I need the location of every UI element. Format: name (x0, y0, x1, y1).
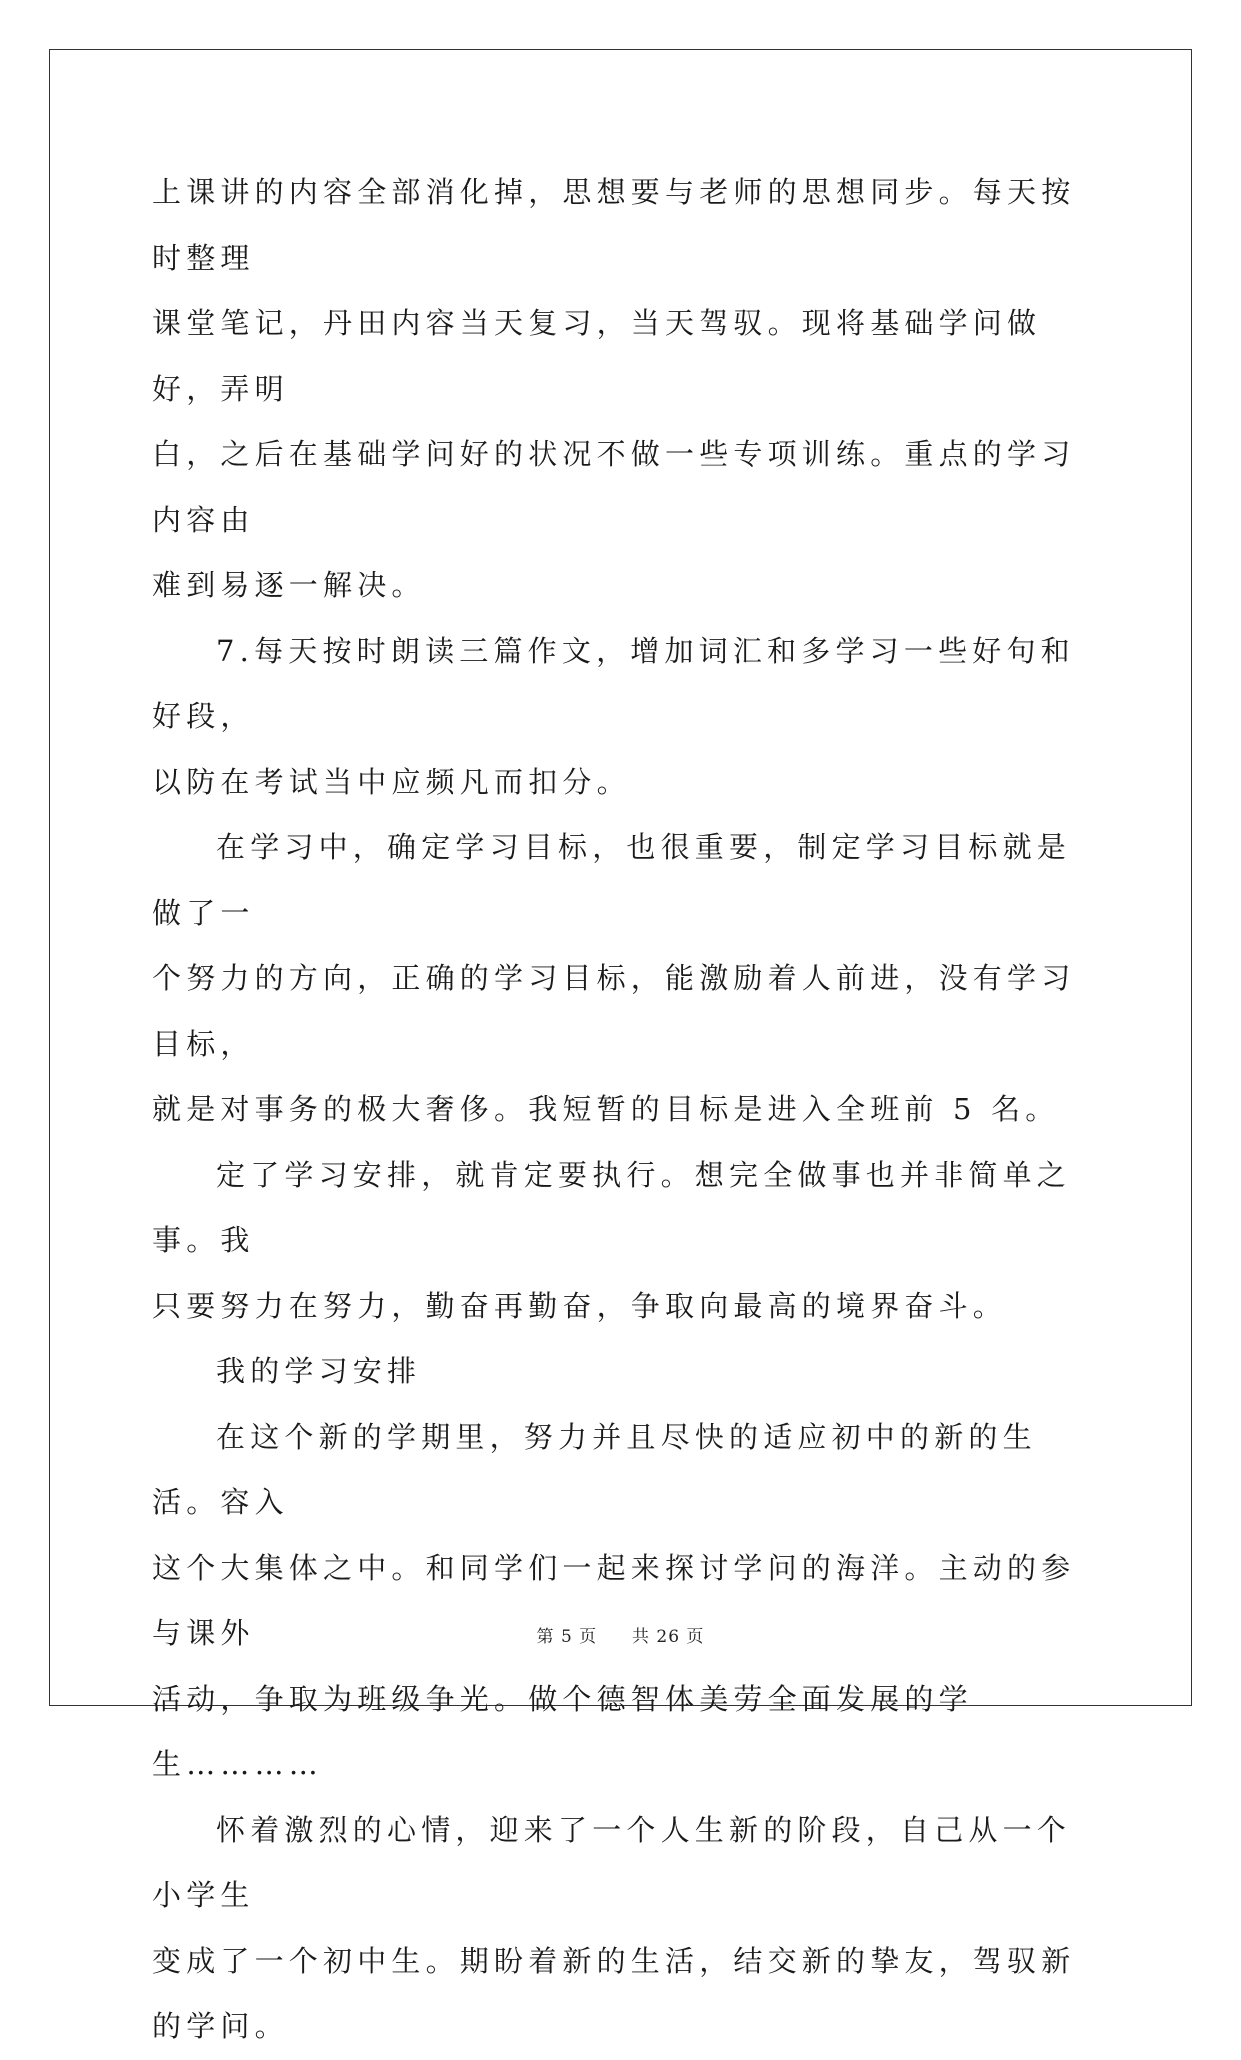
text-line: 白，之后在基础学问好的状况不做一些专项训练。重点的学习内容由 (152, 437, 1076, 537)
text-line: 定了学习安排，就肯定要执行。想完全做事也并非简单之事。我 (152, 1157, 1072, 1257)
text-line: 只要努力在努力，勤奋再勤奋，争取向最高的境界奋斗。 (152, 1288, 1008, 1323)
paragraph-item-7 (152, 619, 1097, 816)
heading-text: 我的学习安排 (216, 1354, 422, 1388)
text-line: 在这个新的学期里，努力并且尽快的适应初中的新的生活。容入 (152, 1419, 1037, 1519)
text-line: 在学习中，确定学习目标，也很重要，制定学习目标就是做了一 (152, 830, 1072, 930)
page-total: 共 26 页 (631, 1627, 705, 1647)
page-number: 第 5 页 (536, 1627, 598, 1647)
text-line: 课堂笔记，丹田内容当天复习，当天驾驭。现将基础学问做好，弄明 (152, 306, 1042, 406)
text-line: 活动，争取为班级争光。做个德智体美劳全面发展的学生………… (152, 1681, 973, 1781)
text-line: 就是对事务的极大奢侈。我短暂的目标是进入全班前 5 名。 (152, 1092, 1060, 1126)
text-line: 难到易逐一解决。 (152, 568, 426, 602)
text-line: 以防在考试当中应频凡而扣分。 (152, 764, 631, 799)
document-body (152, 160, 1097, 2060)
page-footer (0, 1622, 1241, 1647)
text-line: 7.每天按时朗读三篇作文，增加词汇和多学习一些好句和好段， (152, 633, 1075, 733)
paragraph-execution (152, 1143, 1097, 1340)
section-heading (152, 1339, 1097, 1405)
text-line: 变成了一个初中生。期盼着新的生活，结交新的挚友，驾驭新的学问。 (152, 1943, 1076, 2043)
text-line: 怀着激烈的心情，迎来了一个人生新的阶段，自己从一个小学生 (152, 1812, 1072, 1912)
paragraph-new-semester (152, 1405, 1097, 1798)
text-line: 上课讲的内容全部消化掉，思想要与老师的思想同步。每天按时整理 (152, 175, 1076, 275)
paragraph-continuation (152, 160, 1097, 619)
paragraph-new-stage (152, 1798, 1097, 2060)
text-line: 个努力的方向，正确的学习目标，能激励着人前进，没有学习目标， (152, 961, 1076, 1061)
text-line: 这个大集体之中。和同学们一起来探讨学问的海洋。主动的参与课外 (152, 1550, 1076, 1650)
paragraph-learning-goal (152, 815, 1097, 1143)
